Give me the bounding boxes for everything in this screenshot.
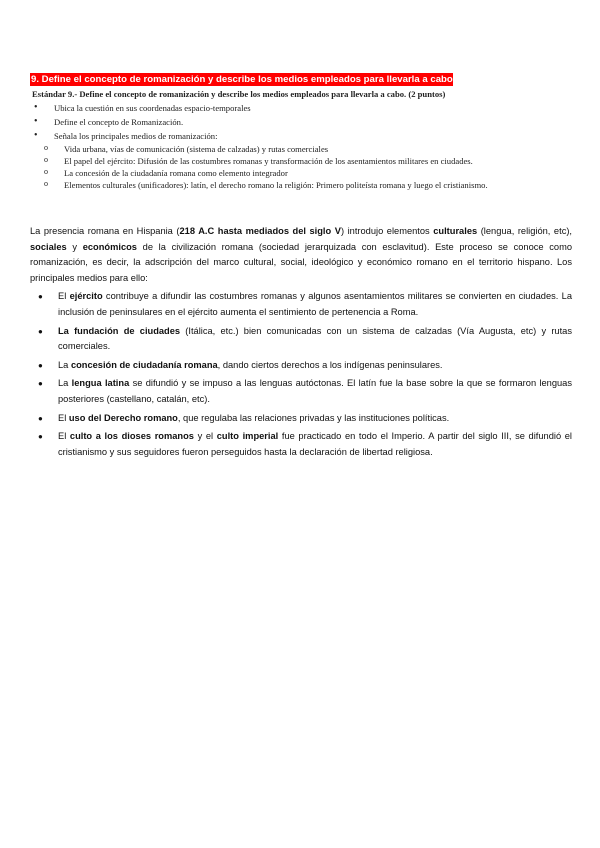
standard-sublist — [32, 144, 572, 190]
question-heading: 9. Define el concepto de romanización y describe los medios empleados para llevarla a cabo — [31, 74, 453, 85]
list-item-army: ● El ejército contribuye a difundir las costumbres romanas y algunos asentamientos militares se convierten en ciudades. La inclusión de peninsulares en el ejército aumenta el sentimiento de pertenencia a Roma. — [30, 289, 572, 320]
means-list — [30, 289, 572, 460]
standard-item-label: Señala los principales medios de romanización: — [54, 131, 218, 141]
standard-subitem: o El papel del ejército: Difusión de las costumbres romanas y transformación de los asentamientos militares en ciudades. — [32, 156, 572, 166]
standard-item: • Ubica la cuestión en sus coordenadas espacio-temporales — [32, 103, 572, 114]
list-item-religion: ● El culto a los dioses romanos y el culto imperial fue practicado en todo el Imperio. A partir del siglo III, se difundió el cristianismo y sus seguidores fueron perseguidos hasta la declaración de libertad religiosa. — [30, 429, 572, 460]
standard-item: • Define el concepto de Romanización. — [32, 117, 572, 128]
standard-subitem: o Vida urbana, vías de comunicación (sistema de calzadas) y rutas comerciales — [32, 144, 572, 154]
list-item-latin: ● La lengua latina se difundió y se impuso a las lenguas autóctonas. El latín fue la base sobre la que se formaron lenguas posteriores (castellano, catalán, etc). — [30, 376, 572, 407]
list-item-citizenship: ● La concesión de ciudadanía romana, dando ciertos derechos a los indígenas peninsulares. — [30, 358, 572, 374]
standard-subitem: o La concesión de la ciudadanía romana como elemento integrador — [32, 168, 572, 178]
standard-title: Estándar 9.- Define el concepto de romanización y describe los medios empleados para llevarla a cabo. (2 puntos) — [32, 89, 446, 99]
standard-subitem: o Elementos culturales (unificadores): latín, el derecho romano la religión: Primero politeísta romana y luego el cristianismo. — [32, 180, 572, 190]
list-item-cities: ● La fundación de ciudades (Itálica, etc.) bien comunicadas con un sistema de calzadas (Vía Augusta, etc) y rutas comerciales. — [30, 324, 572, 355]
answer-body — [30, 224, 572, 460]
list-item-law: ● El uso del Derecho romano, que regulaba las relaciones privadas y las instituciones políticas. — [30, 411, 572, 427]
standard-block — [32, 89, 572, 190]
standard-list — [32, 103, 572, 142]
standard-item — [32, 131, 572, 142]
intro-paragraph: La presencia romana en Hispania (218 A.C hasta mediados del siglo V) introdujo elementos culturales (lengua, religión, etc), sociales y económicos de la civilización romana (sociedad jerarquizada con esclavitud). Este proceso se conoce como romanización, es decir, la adscripción del marco cultural, social, ideológico y económico romano en el territorio hispano. Los principales medios para ello: — [30, 226, 573, 283]
